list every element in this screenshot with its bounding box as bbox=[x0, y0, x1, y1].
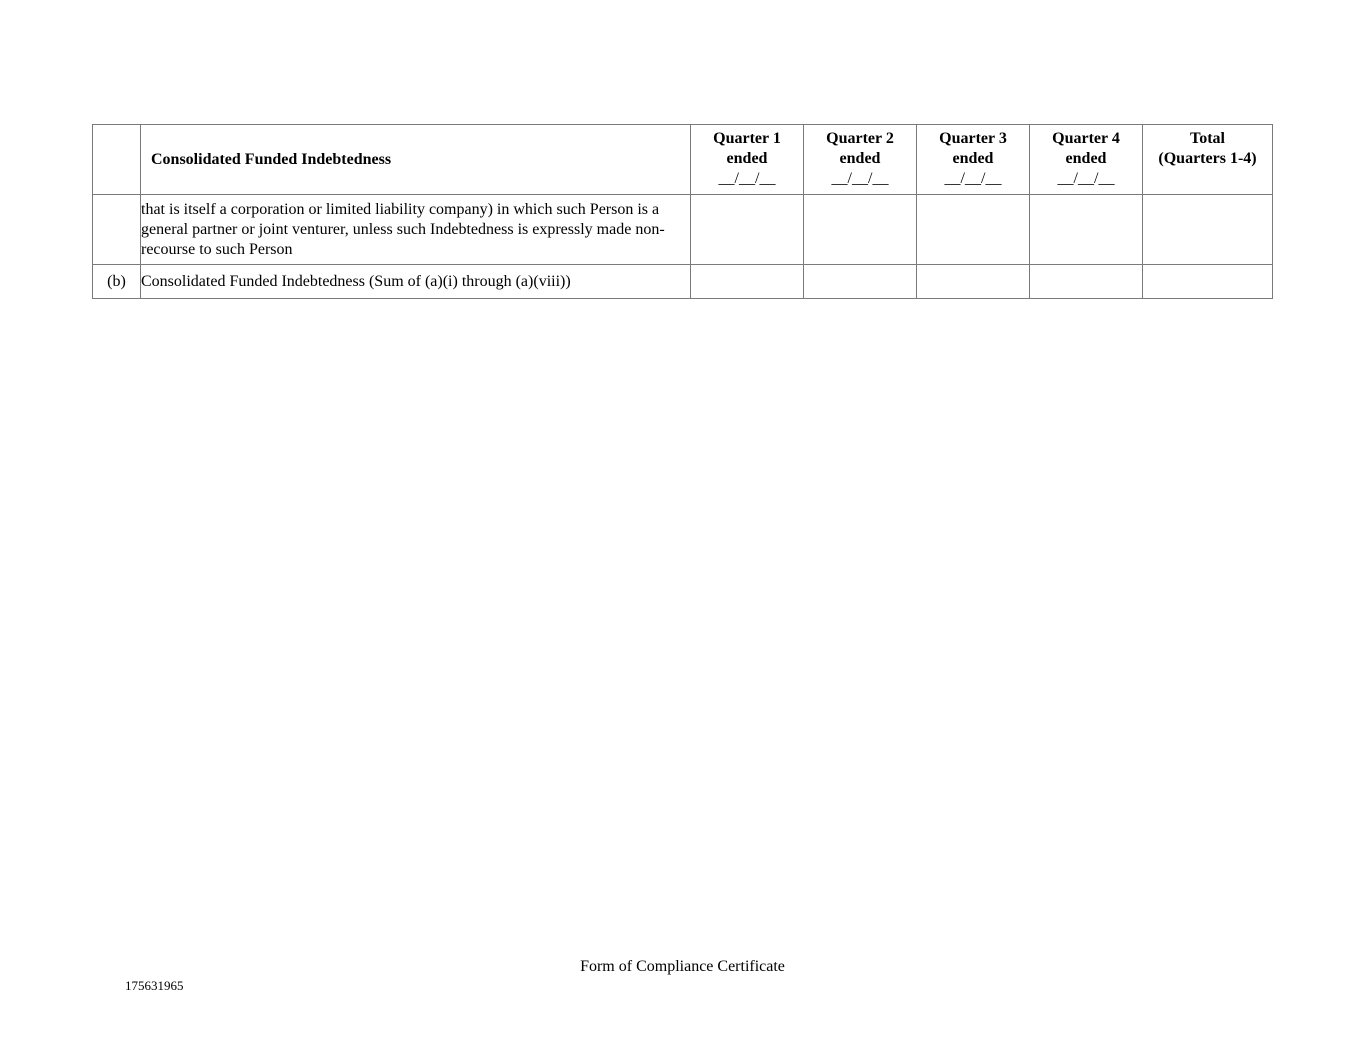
header-quarter-4-ended: ended bbox=[1065, 150, 1107, 167]
header-quarter-1-ended: ended bbox=[726, 150, 768, 167]
quarter-4-value-cell bbox=[1030, 195, 1143, 265]
row-description-text: that is itself a corporation or limited liability company) in which such Person is a general partner or joint venturer, unless such Indebtedness is expressly made non-recourse to such Person bbox=[141, 201, 665, 258]
header-quarter-2-ended: ended bbox=[839, 150, 881, 167]
header-total-title: Total bbox=[1190, 130, 1225, 147]
total-value-cell bbox=[1143, 195, 1273, 265]
indebtedness-table bbox=[92, 124, 1273, 299]
header-description: Consolidated Funded Indebtedness bbox=[141, 125, 691, 195]
header-total bbox=[1143, 125, 1273, 195]
quarter-2-value-cell bbox=[804, 265, 917, 299]
header-quarter-2 bbox=[804, 125, 917, 195]
header-quarter-4-title: Quarter 4 bbox=[1052, 130, 1120, 147]
row-label bbox=[93, 195, 141, 265]
quarter-1-value-cell bbox=[691, 265, 804, 299]
header-quarter-3 bbox=[917, 125, 1030, 195]
header-quarter-2-title: Quarter 2 bbox=[826, 130, 894, 147]
row-description bbox=[141, 195, 691, 265]
table-header-row bbox=[93, 125, 1273, 195]
quarter-3-value-cell bbox=[917, 195, 1030, 265]
header-quarter-2-date: __/__/__ bbox=[831, 170, 889, 187]
header-blank-cell bbox=[93, 125, 141, 195]
header-quarter-3-title: Quarter 3 bbox=[939, 130, 1007, 147]
header-quarter-1-title: Quarter 1 bbox=[713, 130, 781, 147]
table-row bbox=[93, 265, 1273, 299]
total-value-cell bbox=[1143, 265, 1273, 299]
header-quarter-1-date: __/__/__ bbox=[718, 170, 776, 187]
row-description: Consolidated Funded Indebtedness (Sum of (a)(i) through (a)(viii)) bbox=[141, 265, 691, 299]
row-label: (b) bbox=[93, 265, 141, 299]
quarter-1-value-cell bbox=[691, 195, 804, 265]
quarter-3-value-cell bbox=[917, 265, 1030, 299]
footer-title: Form of Compliance Certificate bbox=[580, 958, 785, 975]
header-quarter-3-ended: ended bbox=[952, 150, 994, 167]
header-quarter-4-date: __/__/__ bbox=[1057, 170, 1115, 187]
header-quarter-3-date: __/__/__ bbox=[944, 170, 1002, 187]
header-quarter-1 bbox=[691, 125, 804, 195]
table-row bbox=[93, 195, 1273, 265]
quarter-4-value-cell bbox=[1030, 265, 1143, 299]
quarter-2-value-cell bbox=[804, 195, 917, 265]
header-total-subtitle: (Quarters 1-4) bbox=[1158, 150, 1257, 167]
document-id: 175631965 bbox=[125, 978, 184, 993]
header-quarter-4 bbox=[1030, 125, 1143, 195]
